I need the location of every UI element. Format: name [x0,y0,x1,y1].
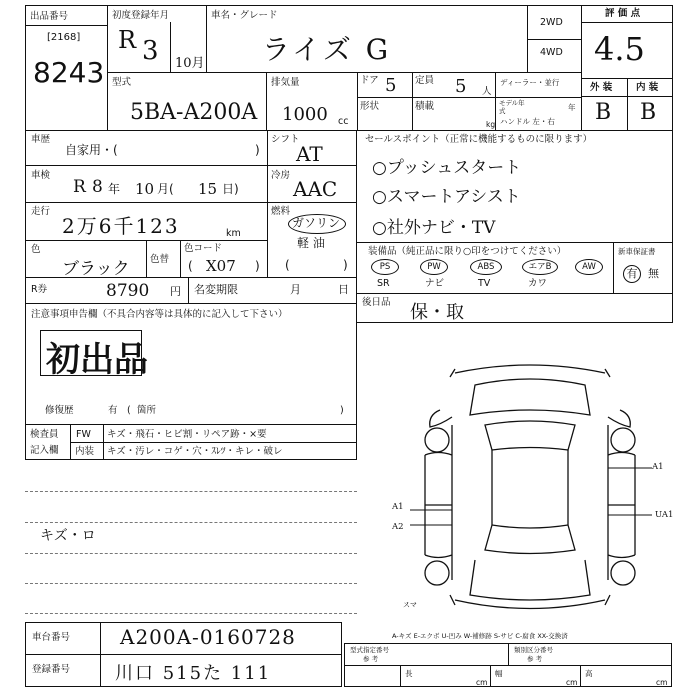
grade-label: 評 価 点 [605,8,641,19]
repair-label: 修復歴 [45,405,74,416]
color-label: 色 [31,244,41,255]
car-diagram [380,355,680,620]
model-year-label: モデル年式 [499,99,525,115]
history-close: ) [255,143,260,157]
sales-points-label: セールスポイント（正常に機能するものに限ります） [365,134,593,145]
exterior-label: 外 装 [590,82,613,93]
model-year-unit: 年 [568,103,576,112]
shift-label: シフト [271,134,300,145]
history-label: 車歴 [31,134,51,145]
first-reg-era: R [118,26,137,54]
dealer-label: ディーラー・並行 [500,78,560,87]
designated-label: 型式指定番号 [350,646,389,654]
height-unit: cm [656,678,668,687]
damage-mark-a2-left: A2 [392,522,404,532]
recycle-label: R券 [31,284,48,295]
equip-airbag: エアB [522,259,558,275]
mileage-label: 走行 [31,206,51,217]
inspector-row2-key: 内装 [75,446,95,457]
model-name-label: 車名・グレード [211,10,278,21]
equip-abs: ABS [470,259,502,275]
mileage-unit: km [226,228,241,239]
warranty-no: 無 [648,267,659,280]
interior-label: 内 装 [636,82,659,93]
fuel-gas-circle [288,214,346,234]
capacity-value: 5 [455,76,467,97]
sales-point-3: ○社外ナビ・TV [372,218,496,238]
registration-label: 登録番号 [32,664,71,675]
interior-value: B [640,100,657,125]
repair-value: 有 [108,405,118,416]
damage-mark-a1-left: A1 [392,502,404,512]
recycle-cell [25,277,357,304]
after-date-cell [356,293,673,323]
exterior-value: B [595,100,612,125]
ref-label-2: 参 考 [527,655,543,663]
inspection-day-unit: 日) [222,182,239,196]
sales-point-1: ○プッシュスタート [372,158,522,178]
deadline-month: 月 [290,283,301,296]
mileage-value: 2万6千123 [62,214,180,238]
inspection-era: R [73,177,86,197]
history-value: 自家用・( [65,143,118,157]
inspection-month-unit: 月( [157,182,174,196]
lot-label: 出品番号 [30,11,69,22]
lot-number: 8243 [33,56,105,89]
type-value: 5BA-A200A [130,100,258,125]
color-value: ブラック [62,259,130,279]
color-code-close: ) [255,259,260,273]
repair-paren: ( [127,405,131,416]
inspector-handwritten: キズ・ロ [40,528,96,544]
capacity-label: 定員 [415,75,435,86]
fuel-paren-close: ) [343,258,348,272]
first-reg-year: 3 [142,36,159,66]
damage-mark-bottom: スマ [403,601,417,609]
repair-where: 箇所 [137,405,157,416]
inspector-label-1: 検査員 [30,429,59,440]
inspection-day: 15 [198,180,218,198]
color-change-label: 色替 [150,254,170,265]
warranty-label: 新車保証書 [618,247,656,256]
fuel-label: 燃料 [271,206,291,217]
length-unit: cm [476,678,488,687]
handle-label: ハンドル 左・右 [500,117,555,126]
ref-label: 参 考 [363,655,379,663]
equip-pw: PW [420,259,448,275]
height-label: 高 [585,669,593,678]
notes-value-box [40,330,142,376]
displacement-unit: cc [338,116,349,127]
shape-label: 形状 [360,101,380,112]
equip-leather: カワ [528,278,548,289]
drive-2wd: 2WD [540,17,563,28]
color-code-label: 色コード [184,243,223,254]
after-date-value: 保・取 [410,302,464,323]
type-label: 型式 [112,77,132,88]
width-unit: cm [566,678,578,687]
displacement-label: 排気量 [271,77,300,88]
fuel-gas: ガソリン [292,216,341,230]
equip-sr: SR [377,278,390,289]
inspector-label-2: 記入欄 [30,445,59,456]
equip-aw: AW [575,259,603,275]
damage-mark-ua1-right: UA1 [655,510,674,520]
notes-value: 初出品 [46,340,148,380]
diagram-legend: A-キズ E-エクボ U-凹み W-補修跡 S-サビ C-腐食 XX-交換済 [392,632,568,640]
drive-4wd: 4WD [540,47,563,58]
model-name: ライズ G [262,33,392,66]
first-reg-label: 初度登録年月 [112,10,170,21]
deadline-day: 日 [338,283,349,296]
width-label: 幅 [495,669,503,678]
recycle-unit: 円 [170,285,181,298]
equipment-label: 装備品（純正品に限り○印をつけてください） [368,246,567,257]
color-code-open: ( [188,259,193,273]
fuel-paren-open: ( [285,258,290,272]
category-label: 類別区分番号 [514,646,553,654]
inspection-month: 10 [135,180,155,198]
lot-sub: [2168] [47,32,81,43]
shift-value: AT [296,142,323,166]
repair-close: ) [340,405,344,416]
doors-value: 5 [385,75,397,96]
ac-value: AAC [293,177,338,201]
doors-label: ドア [360,75,379,86]
equip-ps: PS [371,259,399,275]
color-code-value: X07 [206,257,236,275]
sales-point-2: ○スマートアシスト [372,187,521,207]
displacement-value: 1000 [282,104,328,125]
damage-mark-a1-right-top: A1 [652,462,664,472]
notes-label: 注意事項申告欄（不具合内容等は具体的に記入して下さい） [31,309,288,320]
inspection-year-unit: 年 [108,182,121,196]
ac-label: 冷房 [271,170,291,181]
fuel-diesel: 軽 油 [297,236,325,250]
chassis-label: 車台番号 [32,632,71,643]
inspector-row1-text: キズ・飛石・ヒビ割・リペア跡・×要 [107,429,267,440]
capacity-unit: 人 [482,86,492,97]
load-unit: kg [486,120,496,129]
length-label: 長 [405,669,413,678]
deadline-label: 名変期限 [194,283,238,296]
inspection-label: 車検 [31,170,51,181]
load-label: 積載 [415,101,435,112]
grade-value: 4.5 [594,30,645,68]
inspection-year: 8 [92,177,103,197]
inspector-row1-key: FW [76,429,91,440]
after-date-label: 後日品 [362,297,391,308]
first-reg-month: 10月 [175,56,205,71]
equip-tv: TV [478,278,491,289]
registration-value: 川口 515た 111 [115,663,272,684]
recycle-value: 8790 [106,281,150,301]
chassis-value: A200A-0160728 [120,625,296,649]
inspector-row2-text: キズ・汚レ・コゲ・穴・ｽﾚﾂ・キレ・破レ [107,446,283,457]
equip-navi: ナビ [425,278,445,289]
warranty-yes: 有 [623,265,641,283]
